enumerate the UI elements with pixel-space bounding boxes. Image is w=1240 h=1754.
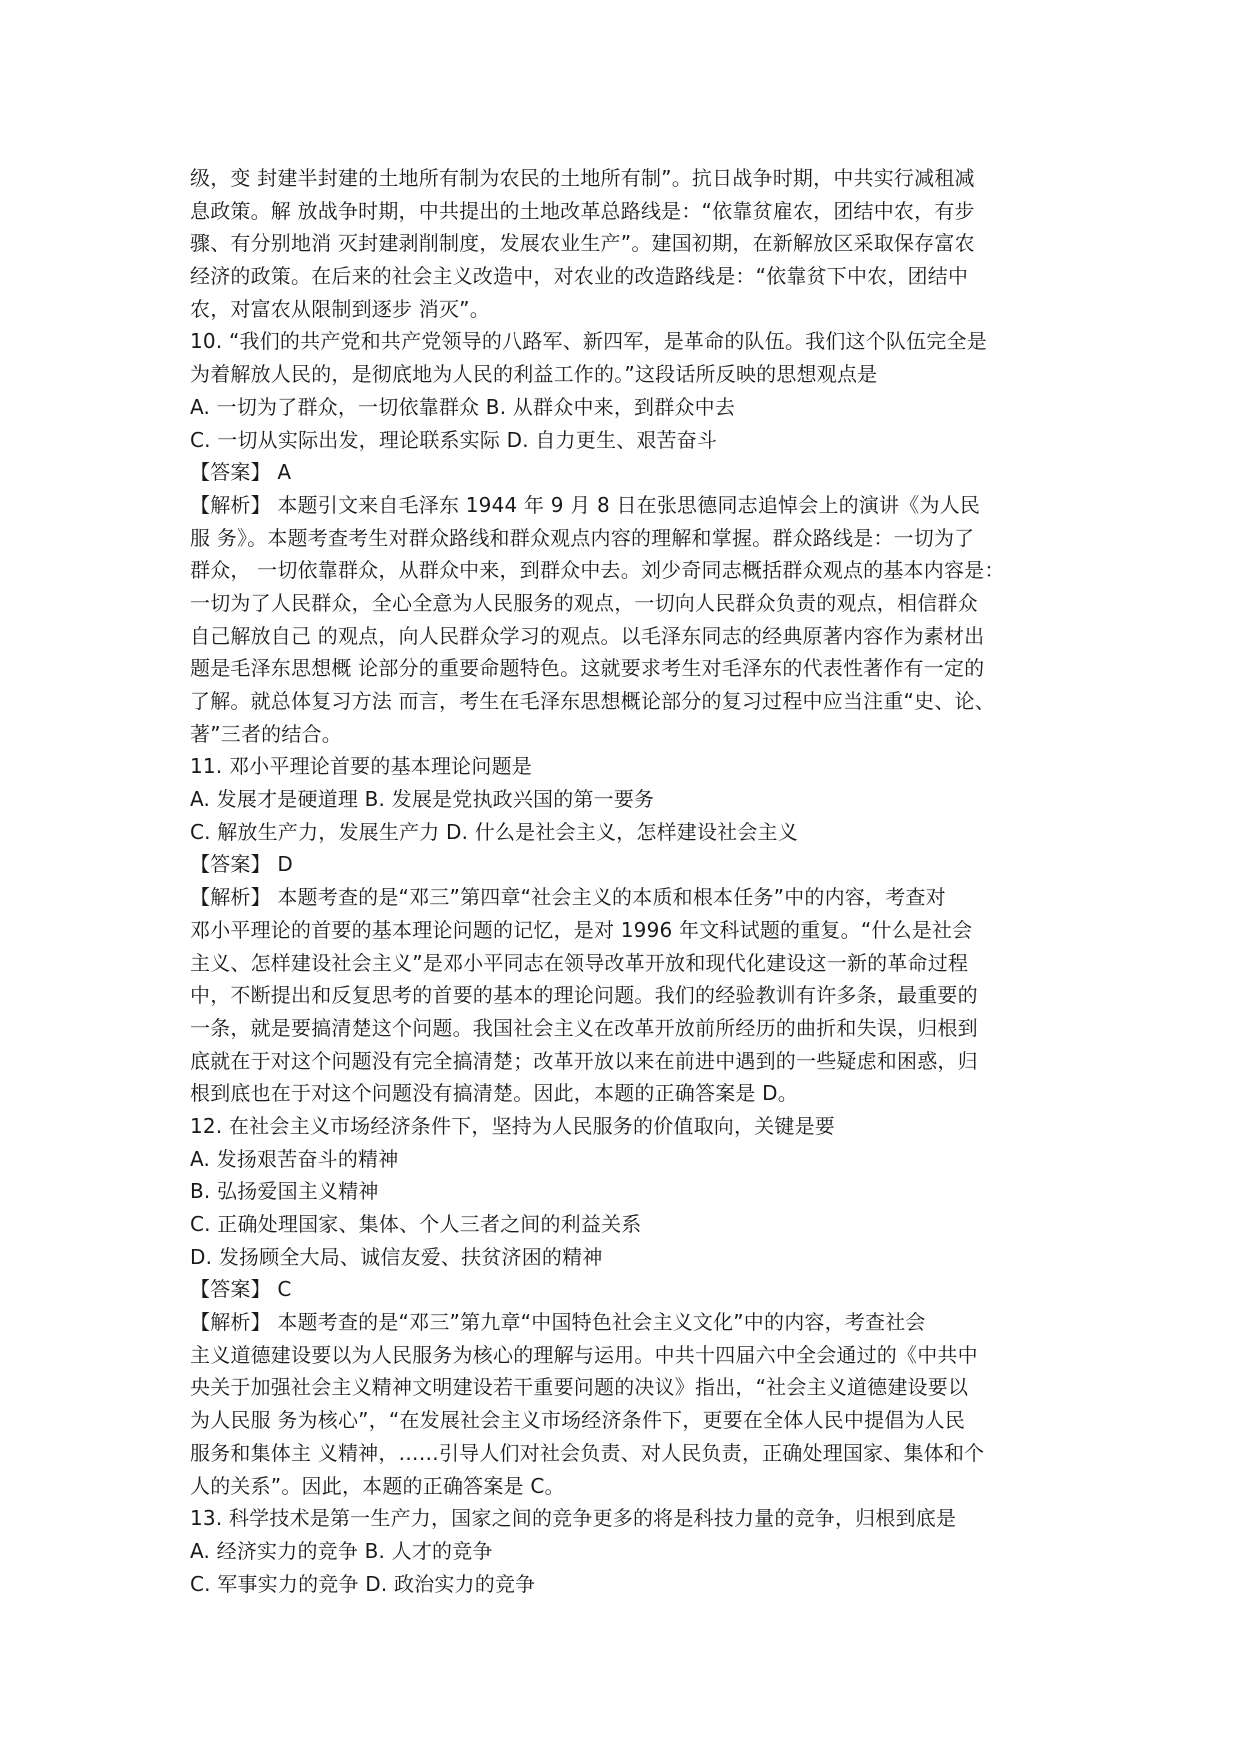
question-12-option-b: B. 弘扬爱国主义精神 xyxy=(190,1179,379,1204)
question-12-analysis: 【解析】 本题考查的是“邓三”第九章“中国特色社会主义文化”中的内容，考查社会 xyxy=(190,1310,926,1335)
question-12-analysis: 人的关系”。因此，本题的正确答案是 C。 xyxy=(190,1473,565,1498)
question-10-answer: 【答案】 A xyxy=(190,460,292,485)
question-12-analysis: 央关于加强社会主义精神文明建设若干重要问题的决议》指出，“社会主义道德建设要以 xyxy=(190,1375,969,1400)
question-10-analysis: 著”三者的结合。 xyxy=(190,721,342,746)
question-12-analysis: 服务和集体主 义精神，……引导人们对社会负责、对人民负责，正确处理国家、集体和个 xyxy=(190,1440,985,1465)
question-11-analysis: 邓小平理论的首要的基本理论问题的记忆，是对 1996 年文科试题的重复。“什么是社会 xyxy=(190,917,973,942)
question-12-option-c: C. 正确处理国家、集体、个人三者之间的利益关系 xyxy=(190,1212,642,1236)
question-11-analysis: 根到底也在于对这个问题没有搞清楚。因此，本题的正确答案是 D。 xyxy=(190,1081,798,1106)
question-13-options-cd: C. 军事实力的竞争 D. 政治实力的竞争 xyxy=(190,1571,536,1596)
question-10-analysis: 一切为了人民群众，全心全意为人民服务的观点，一切向人民群众负责的观点，相信群众 xyxy=(190,590,978,615)
question-10-analysis: 自己解放自己 的观点，向人民群众学习的观点。以毛泽东同志的经典原著内容作为素材出 xyxy=(190,623,985,648)
question-10-analysis: 【解析】 本题引文来自毛泽东 1944 年 9 月 8 日在张思德同志追悼会上的演讲《为人民 xyxy=(190,492,981,517)
text-line: 级，变 封建半封建的土地所有制为农民的土地所有制”。抗日战争时期，中共实行减租减 xyxy=(190,166,975,190)
text-line: 农，对富农从限制到逐步 消灭”。 xyxy=(190,296,490,321)
question-12-option-d: D. 发扬顾全大局、诚信友爱、扶贫济困的精神 xyxy=(190,1244,603,1269)
document-page xyxy=(190,162,1070,1600)
question-13-options-ab: A. 经济实力的竞争 B. 人才的竞争 xyxy=(190,1538,493,1563)
question-11-stem: 11. 邓小平理论首要的基本理论问题是 xyxy=(190,754,532,779)
text-line: 经济的政策。在后来的社会主义改造中，对农业的改造路线是：“依靠贫下中农，团结中 xyxy=(190,264,969,289)
question-10-options-ab: A. 一切为了群众，一切依靠群众 B. 从群众中来，到群众中去 xyxy=(190,394,736,419)
question-11-options-cd: C. 解放生产力，发展生产力 D. 什么是社会主义，怎样建设社会主义 xyxy=(190,819,798,844)
question-11-analysis: 主义、怎样建设社会主义”是邓小平同志在领导改革开放和现代化建设这一新的革命过程 xyxy=(190,950,969,975)
question-12-analysis: 为人民服 务为核心”，“在发展社会主义市场经济条件下，更要在全体人民中提倡为人民 xyxy=(190,1408,966,1433)
question-10-stem: 为着解放人民的，是彻底地为人民的利益工作的。”这段话所反映的思想观点是 xyxy=(190,362,878,387)
question-11-analysis: 【解析】 本题考查的是“邓三”第四章“社会主义的本质和根本任务”中的内容，考查对 xyxy=(190,885,946,910)
question-11-analysis: 中，不断提出和反复思考的首要的基本的理论问题。我们的经验教训有许多条，最重要的 xyxy=(190,983,978,1008)
text-line: 骤、有分别地消 灭封建剥削制度，发展农业生产”。建国初期，在新解放区采取保存富农 xyxy=(190,231,975,256)
question-10-analysis: 群众， 一切依靠群众，从群众中来，到群众中去。刘少奇同志概括群众观点的基本内容是： xyxy=(190,558,1005,583)
question-10-analysis: 了解。就总体复习方法 而言，考生在毛泽东思想概论部分的复习过程中应当注重“史、论、 xyxy=(190,689,995,713)
question-12-stem: 12. 在社会主义市场经济条件下，坚持为人民服务的价值取向，关键是要 xyxy=(190,1113,835,1138)
question-13-stem: 13. 科学技术是第一生产力，国家之间的竞争更多的将是科技力量的竞争，归根到底是 xyxy=(190,1506,957,1531)
question-10-stem: 10. “我们的共产党和共产党领导的八路军、新四军，是革命的队伍。我们这个队伍完全是 xyxy=(190,329,987,354)
text-line: 息政策。解 放战争时期，中共提出的土地改革总路线是：“依靠贫雇农，团结中农，有步 xyxy=(190,198,975,223)
question-10-analysis: 服 务》。本题考查考生对群众路线和群众观点内容的理解和掌握。群众路线是：一切为了 xyxy=(190,525,975,550)
question-11-answer: 【答案】 D xyxy=(190,852,293,877)
question-11-analysis: 底就在于对这个问题没有完全搞清楚；改革开放以来在前进中遇到的一些疑虑和困惑，归 xyxy=(190,1048,978,1073)
question-12-option-a: A. 发扬艰苦奋斗的精神 xyxy=(190,1146,399,1171)
question-10-options-cd: C. 一切从实际出发，理论联系实际 D. 自力更生、艰苦奋斗 xyxy=(190,427,718,452)
question-10-analysis: 题是毛泽东思想概 论部分的重要命题特色。这就要求考生对毛泽东的代表性著作有一定的 xyxy=(190,656,985,681)
question-12-analysis: 主义道德建设要以为人民服务为核心的理解与运用。中共十四届六中全会通过的《中共中 xyxy=(190,1342,978,1367)
question-11-analysis: 一条，就是要搞清楚这个问题。我国社会主义在改革开放前所经历的曲折和失误，归根到 xyxy=(190,1015,978,1040)
question-12-answer: 【答案】 C xyxy=(190,1277,292,1302)
question-11-options-ab: A. 发展才是硬道理 B. 发展是党执政兴国的第一要务 xyxy=(190,787,655,812)
